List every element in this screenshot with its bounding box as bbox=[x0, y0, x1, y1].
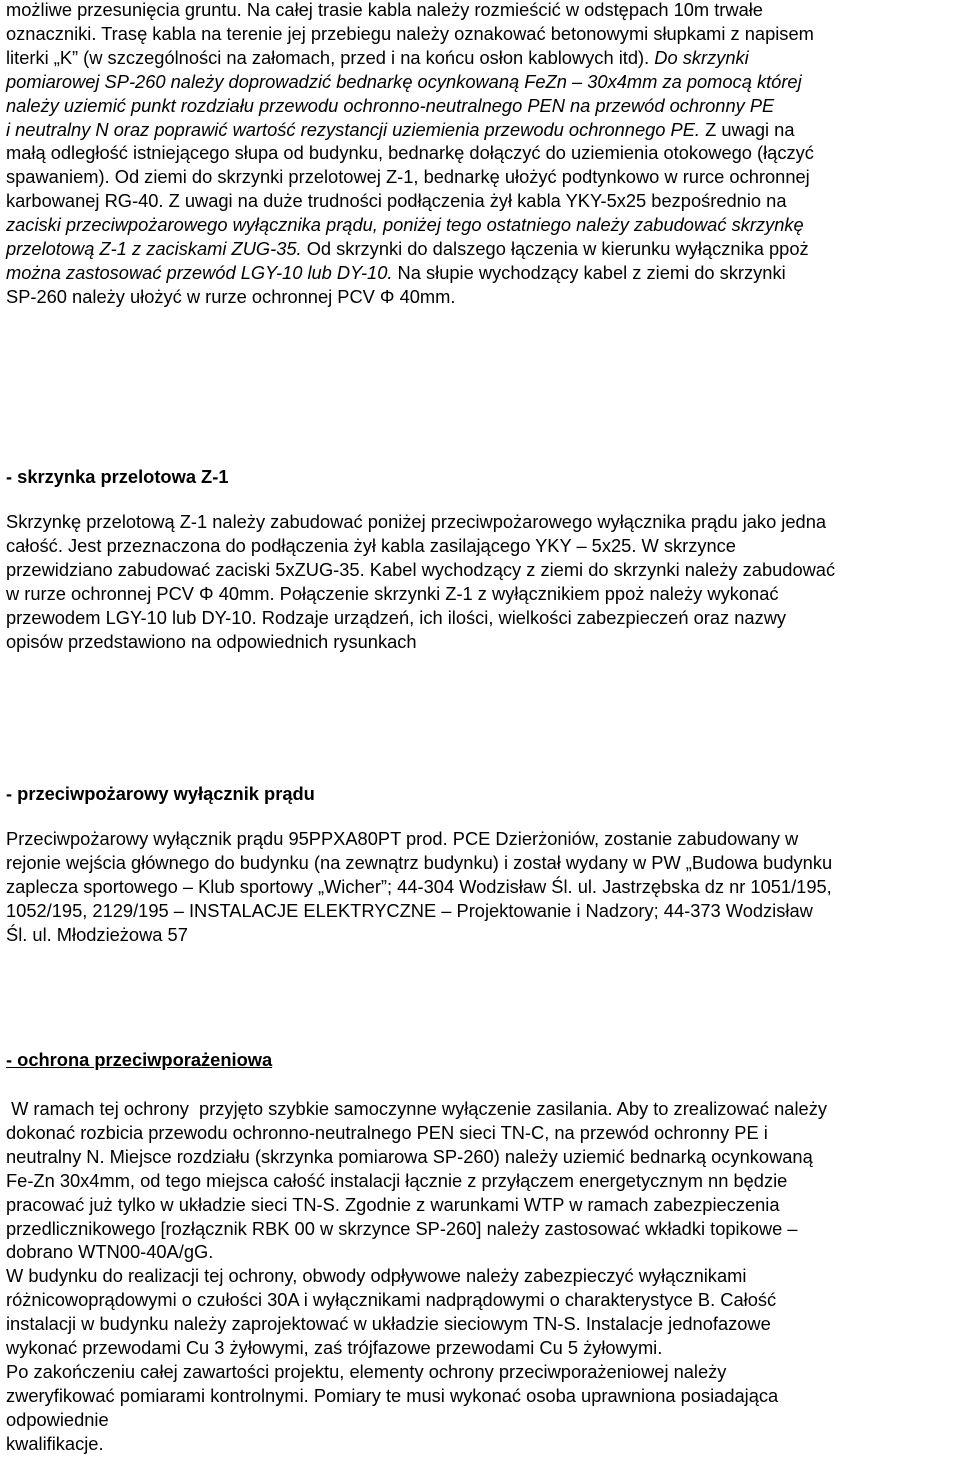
text-line: rejonie wejścia głównego do budynku (na zewnątrz budynku) i został wydany w PW „Budowa budynku bbox=[6, 851, 833, 873]
ochrona-paragraph bbox=[6, 1097, 956, 1456]
text-line: Fe-Zn 30x4mm, od tego miejsca całość instalacji łącznie z przyłączem energetycznym nn będzie bbox=[6, 1169, 788, 1191]
text-line: małą odległość istniejącego słupa od budynku, bednarkę dołączyć do uziemienia otokowego (łączyć bbox=[6, 142, 814, 164]
text-line: przewodem LGY-10 lub DY-10. Rodzaje urządzeń, ich ilości, wielkości zabezpieczeń oraz nazwy bbox=[6, 606, 787, 628]
text-line: wykonać przewodami Cu 3 żyłowymi, zaś trójfazowe przewodami Cu 5 żyłowymi. bbox=[6, 1337, 663, 1359]
text-line: oznaczniki. Trasę kabla na terenie jej przebiegu należy oznakować betonowymi słupkami z napisem bbox=[6, 22, 814, 44]
text-line: dokonać rozbicia przewodu ochronno-neutralnego PEN sieci TN-C, na przewód ochronny PE i bbox=[6, 1121, 768, 1143]
text-line: i neutralny N oraz poprawić wartość rezystancji uziemienia przewodu ochronnego PE. Z uwagi na bbox=[6, 118, 795, 140]
text-line: W budynku do realizacji tej ochrony, obwody odpływowe należy zabezpieczyć wyłącznikami bbox=[6, 1265, 747, 1287]
text-line: całość. Jest przeznaczona do podłączenia żył kabla zasilającego YKY – 5x25. W skrzynce bbox=[6, 534, 736, 556]
text-line: możliwe przesunięcia gruntu. Na całej trasie kabla należy rozmieścić w odstępach 10m trwałe bbox=[6, 0, 763, 20]
text-line: instalacji w budynku należy zaprojektować w układzie sieciowym TN-S. Instalacje jednofazowe bbox=[6, 1313, 771, 1335]
section-heading-ochrona: - ochrona przeciwporażeniowa bbox=[6, 1049, 273, 1070]
text-line: SP-260 należy ułożyć w rurze ochronnej PCV Φ 40mm. bbox=[6, 285, 456, 307]
text-line: dobrano WTN00-40A/gG. bbox=[6, 1241, 214, 1263]
text-line: należy uziemić punkt rozdziału przewodu ochronno-neutralnego PEN na przewód ochronny PE bbox=[6, 94, 775, 116]
text-line: pracować już tylko w układzie sieci TN-S. Zgodnie z warunkami WTP w ramach zabezpieczenia bbox=[6, 1193, 780, 1215]
text-line: przewidziano zabudować zaciski 5xZUG-35. Kabel wychodzący z ziemi do skrzynki należy zabudować bbox=[6, 558, 836, 580]
text-line: 1052/195, 2129/195 – INSTALACJE ELEKTRYCZNE – Projektowanie i Nadzory; 44-373 Wodzisław bbox=[6, 899, 813, 921]
intro-paragraph bbox=[6, 0, 956, 309]
text-line: kwalifikacje. bbox=[6, 1432, 104, 1454]
text-line: W ramach tej ochrony przyjęto szybkie samoczynne wyłączenie zasilania. Aby to zrealizować należy bbox=[6, 1098, 827, 1119]
text-line: zaplecza sportowego – Klub sportowy „Wicher”; 44-304 Wodzisław Śl. ul. Jastrzębska dz nr 1051/195, bbox=[6, 875, 832, 897]
text-line: Śl. ul. Młodzieżowa 57 bbox=[6, 923, 188, 945]
text-line: karbowanej RG-40. Z uwagi na duże trudności podłączenia żył kabla YKY-5x25 bezpośrednio na bbox=[6, 190, 787, 212]
text-line: przelotową Z-1 z zaciskami ZUG-35. Od skrzynki do dalszego łączenia w kierunku wyłącznika ppoż bbox=[6, 238, 809, 260]
text-line: w rurze ochronnej PCV Φ 40mm. Połączenie skrzynki Z-1 z wyłącznikiem ppoż należy wykonać bbox=[6, 582, 779, 604]
text-line: odpowiednie bbox=[6, 1408, 109, 1430]
text-line: przedlicznikowego [rozłącznik RBK 00 w skrzynce SP-260] należy zastosować wkładki topikowe – bbox=[6, 1217, 798, 1239]
text-line: różnicowoprądowymi o czułości 30A i wyłącznikami nadprądowymi o charakterystyce B. Całość bbox=[6, 1289, 777, 1311]
skrzynka-paragraph bbox=[6, 510, 956, 653]
text-line: pomiarowej SP-260 należy doprowadzić bednarkę ocynkowaną FeZn – 30x4mm za pomocą której bbox=[6, 70, 802, 92]
text-line: opisów przedstawiono na odpowiednich rysunkach bbox=[6, 630, 417, 652]
text-line: spawaniem). Od ziemi do skrzynki przelotowej Z-1, bednarkę ułożyć podtynkowo w rurce ochronnej bbox=[6, 166, 810, 188]
text-line: zweryfikować pomiarami kontrolnymi. Pomiary te musi wykonać osoba uprawniona posiadająca bbox=[6, 1384, 779, 1406]
section-heading-wylacznik: - przeciwpożarowy wyłącznik prądu bbox=[6, 783, 315, 804]
wylacznik-paragraph bbox=[6, 827, 956, 947]
text-line: można zastosować przewód LGY-10 lub DY-10. Na słupie wychodzący kabel z ziemi do skrzynki bbox=[6, 261, 786, 283]
section-heading-skrzynka: - skrzynka przelotowa Z-1 bbox=[6, 466, 229, 487]
text-line: Skrzynkę przelotową Z-1 należy zabudować poniżej przeciwpożarowego wyłącznika prądu jako jedna bbox=[6, 511, 827, 532]
text-line: Po zakończeniu całej zawartości projektu, elementy ochrony przeciwporażeniowej należy bbox=[6, 1360, 727, 1382]
text-line: Przeciwpożarowy wyłącznik prądu 95PPXA80PT prod. PCE Dzierżoniów, zostanie zabudowany w bbox=[6, 828, 799, 849]
text-line: literki „K” (w szczególności na załomach, przed i na końcu osłon kablowych itd). Do skrzynki bbox=[6, 46, 749, 68]
text-line: zaciski przeciwpożarowego wyłącznika prądu, poniżej tego ostatniego należy zabudować skrzynkę bbox=[6, 214, 804, 236]
text-line: neutralny N. Miejsce rozdziału (skrzynka pomiarowa SP-260) należy uziemić bednarką ocynkowaną bbox=[6, 1145, 813, 1167]
